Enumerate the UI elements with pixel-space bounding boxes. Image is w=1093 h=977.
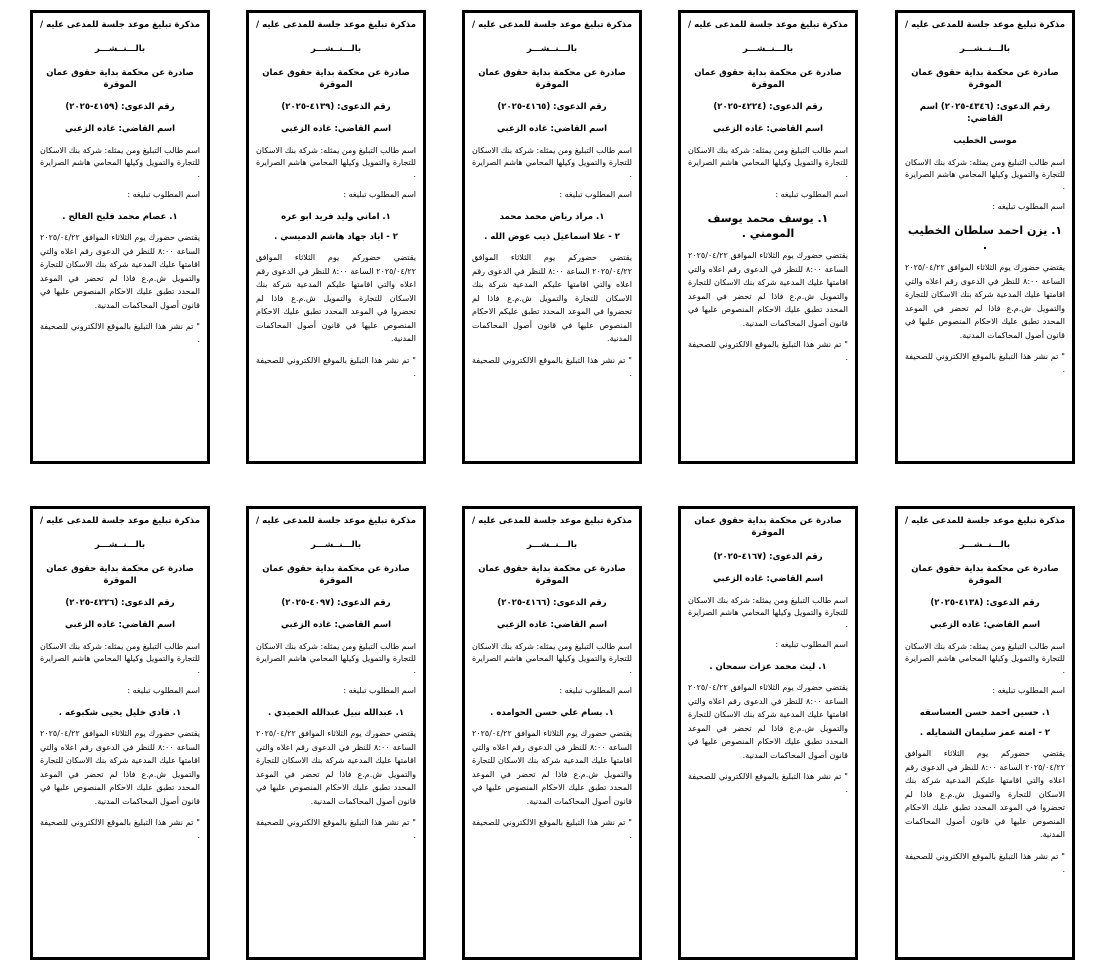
- notice-requester: اسم طالب التبليغ ومن يمثله: شركة بنك الاسكان للتجارة والتمويل وكيلها المحامي هاشم الصرايرة .: [905, 158, 1065, 191]
- notice-court: صادرة عن محكمة بداية حقوق عمان الموقرة: [46, 564, 194, 586]
- notice-footer: " تم نشر هذا التبليغ بالموقع الالكتروني للصحيفة .: [256, 818, 416, 840]
- notice-court: صادرة عن محكمة بداية حقوق عمان الموقرة: [911, 564, 1059, 586]
- notice-body: يقتضي حضورك يوم الثلاثاء الموافق ٢٠٢٥/٠٤/٢٢ الساعة ٨:٠٠ للنظر في الدعوى رقم اعلاه والتي اقامتها عليك المدعية شركة بنك الاسكان للتجارة والتمويل ش.م.ع فاذا لم تحضر في الموعد المحدد تطبق عليك الاحكام المنصوص عليها في قانون أصول المحاكمات المدنية.: [256, 729, 416, 806]
- notice-case-number: رقم الدعوى: (٤١٦٧-٢٠٢٥): [713, 552, 823, 562]
- notice-defendant-name: ١. بسام علي حسن الحوامده .: [490, 708, 614, 718]
- notice-footer: " تم نشر هذا التبليغ بالموقع الالكتروني للصحيفة .: [472, 818, 632, 840]
- notice-title: مذكرة تبليغ موعد جلسة للمدعى عليه /: [256, 20, 416, 30]
- notice-defendant-name: ٢ - امنه عمر سليمان الشمايله .: [919, 728, 1051, 738]
- notice-court: صادرة عن محكمة بداية حقوق عمان الموقرة: [46, 68, 194, 90]
- notice-requester: اسم طالب التبليغ ومن يمثله: شركة بنك الاسكان للتجارة والتمويل وكيلها المحامي هاشم الصرايرة .: [256, 146, 416, 179]
- notice-judge: موسى الخطيب: [953, 136, 1017, 146]
- notice-card: [462, 10, 642, 464]
- notice-requester: اسم طالب التبليغ ومن يمثله: شركة بنك الاسكان للتجارة والتمويل وكيلها المحامي هاشم الصرايرة .: [472, 146, 632, 179]
- notice-to-be-notified: اسم المطلوب تبليغه :: [775, 640, 848, 649]
- notice-court: صادرة عن محكمة بداية حقوق عمان الموقرة: [694, 68, 842, 90]
- notice-publish: بالـــنــشـــر: [959, 44, 1011, 54]
- notice-judge: اسم القاضي: غاده الزعبي: [929, 620, 1041, 630]
- notice-judge: اسم القاضي: غاده الزعبي: [712, 124, 824, 134]
- notice-case-number: رقم الدعوى: (٤٣٤٦-٢٠٢٥) اسم القاضي:: [919, 102, 1051, 124]
- notice-title: مذكرة تبليغ موعد جلسة للمدعى عليه /: [40, 20, 200, 30]
- notice-footer: " تم نشر هذا التبليغ بالموقع الالكتروني للصحيفة .: [905, 851, 1065, 874]
- notice-publish: بالـــنــشـــر: [310, 540, 362, 550]
- notice-defendant-name: ٢ - اياد جهاد هاشم الدميسي .: [274, 232, 398, 242]
- notice-case-number: رقم الدعوى: (٤٠٩٧-٢٠٢٥): [281, 598, 391, 608]
- notice-card: [246, 10, 426, 464]
- notice-defendant-name: ١. عصام محمد فليح الفالح .: [62, 212, 178, 222]
- notice-footer: " تم نشر هذا التبليغ بالموقع الالكتروني للصحيفة .: [905, 352, 1065, 374]
- notice-to-be-notified: اسم المطلوب تبليغه :: [559, 686, 632, 695]
- notice-title: مذكرة تبليغ موعد جلسة للمدعى عليه /: [905, 20, 1065, 30]
- notices-row-bottom: [0, 506, 1093, 970]
- notice-case-number: رقم الدعوى: (٤١٦٥-٢٠٢٥): [497, 102, 607, 112]
- notice-publish: بالـــنــشـــر: [742, 44, 794, 54]
- notice-to-be-notified: اسم المطلوب تبليغه :: [775, 190, 848, 199]
- notice-requester: اسم طالب التبليغ ومن يمثله: شركة بنك الاسكان للتجارة والتمويل وكيلها المحامي هاشم الصرايرة .: [256, 642, 416, 675]
- notice-requester: اسم طالب التبليغ ومن يمثله: شركة بنك الاسكان للتجارة والتمويل وكيلها المحامي هاشم الصرايرة .: [472, 642, 632, 675]
- notice-card: [462, 506, 642, 960]
- notice-case-number: رقم الدعوى: (٤١٥٩-٢٠٢٥): [65, 102, 175, 112]
- notice-to-be-notified: اسم المطلوب تبليغه :: [992, 686, 1065, 695]
- notice-judge: اسم القاضي: غاده الزعبي: [64, 124, 176, 134]
- notice-publish: بالـــنــشـــر: [526, 44, 578, 54]
- notice-card: [246, 506, 426, 960]
- notice-to-be-notified: اسم المطلوب تبليغه :: [127, 686, 200, 695]
- notice-requester: اسم طالب التبليغ ومن يمثله: شركة بنك الاسكان للتجارة والتمويل وكيلها المحامي هاشم الصرايرة .: [40, 642, 200, 675]
- notice-to-be-notified: اسم المطلوب تبليغه :: [343, 190, 416, 199]
- notice-title: صادرة عن محكمة بداية حقوق عمان الموقرة: [694, 516, 842, 538]
- notice-publish: بالـــنــشـــر: [310, 44, 362, 54]
- notice-judge: اسم القاضي: غاده الزعبي: [280, 620, 392, 630]
- notice-defendant-name: ١. عبدالله نبيل عبدالله الحميدي .: [267, 708, 405, 718]
- notice-footer: " تم نشر هذا التبليغ بالموقع الالكتروني للصحيفة .: [472, 355, 632, 378]
- notice-to-be-notified: اسم المطلوب تبليغه :: [343, 686, 416, 695]
- notice-defendant-name: ١. يوسف محمد يوسف المومني .: [707, 212, 829, 240]
- notice-judge: اسم القاضي: غاده الزعبي: [496, 124, 608, 134]
- notice-case-number: رقم الدعوى: (٤٢٢٦-٢٠٢٥): [65, 598, 175, 608]
- notice-requester: اسم طالب التبليغ ومن يمثله: شركة بنك الاسكان للتجارة والتمويل وكيلها المحامي هاشم الصرايرة .: [688, 596, 848, 629]
- notice-title: مذكرة تبليغ موعد جلسة للمدعى عليه /: [472, 20, 632, 30]
- notice-publish: بالـــنــشـــر: [94, 540, 146, 550]
- notice-case-number: رقم الدعوى: (٤١٦٦-٢٠٢٥): [497, 598, 607, 608]
- notice-to-be-notified: اسم المطلوب تبليغه :: [127, 190, 200, 199]
- notice-to-be-notified: اسم المطلوب تبليغه :: [992, 202, 1065, 211]
- notice-to-be-notified: اسم المطلوب تبليغه :: [559, 190, 632, 199]
- notice-judge: اسم القاضي: غاده الزعبي: [712, 574, 824, 584]
- notice-card: [678, 506, 858, 960]
- notice-footer: " تم نشر هذا التبليغ بالموقع الالكتروني للصحيفة .: [688, 772, 848, 794]
- notice-case-number: رقم الدعوى: (٤١٣٩-٢٠٢٥): [281, 102, 391, 112]
- notices-row-top: [0, 10, 1093, 474]
- notice-title: مذكرة تبليغ موعد جلسة للمدعى عليه /: [905, 516, 1065, 526]
- notice-court: صادرة عن محكمة بداية حقوق عمان الموقرة: [262, 68, 410, 90]
- notice-card: [30, 506, 210, 960]
- notice-publish: بالـــنــشـــر: [526, 540, 578, 550]
- notice-title: مذكرة تبليغ موعد جلسة للمدعى عليه /: [256, 516, 416, 526]
- notice-defendant-name: ١. فادي خليل يحيى شكبوعه .: [58, 708, 182, 718]
- notice-body: يقتضي حضوركم يوم الثلاثاء الموافق ٢٠٢٥/٠٤/٢٢ الساعة ٨:٠٠ للنظر في الدعوى رقم اعلاه والتي اقامتها عليكم المدعية شركة بنك الاسكان للتجارة والتمويل ش.م.ع فاذا لم تحضروا في الموعد المحدد تطبق عليك الاحكام المنصوص عليها في قانون أصول المحاكمات المدنية.: [256, 253, 416, 343]
- notice-case-number: رقم الدعوى: (٤١٣٨-٢٠٢٥): [930, 598, 1040, 608]
- notice-card: [895, 506, 1075, 960]
- notice-footer: " تم نشر هذا التبليغ بالموقع الالكتروني للصحيفة .: [688, 340, 848, 362]
- notice-publish: بالـــنــشـــر: [959, 540, 1011, 550]
- notice-defendant-name: ١. حسين احمد حسن العساسفه: [919, 708, 1051, 718]
- notice-card: [30, 10, 210, 464]
- notice-requester: اسم طالب التبليغ ومن يمثله: شركة بنك الاسكان للتجارة والتمويل وكيلها المحامي هاشم الصرايرة .: [688, 146, 848, 179]
- notice-court: صادرة عن محكمة بداية حقوق عمان الموقرة: [478, 564, 626, 586]
- notice-footer: " تم نشر هذا التبليغ بالموقع الالكتروني للصحيفة .: [256, 355, 416, 378]
- notice-court: صادرة عن محكمة بداية حقوق عمان الموقرة: [478, 68, 626, 90]
- notice-footer: " تم نشر هذا التبليغ بالموقع الالكتروني للصحيفة .: [40, 818, 200, 840]
- notice-body: يقتضي حضورك يوم الثلاثاء الموافق ٢٠٢٥/٠٤/٢٢ الساعة ٨:٠٠ للنظر في الدعوى رقم اعلاه والتي اقامتها عليك المدعية شركة بنك الاسكان للتجارة والتمويل ش.م.ع فاذا لم تحضر في الموعد المحدد تطبق عليك الاحكام المنصوص عليها في قانون أصول المحاكمات المدنية.: [40, 729, 200, 806]
- notice-judge: اسم القاضي: غاده الزعبي: [280, 124, 392, 134]
- notice-footer: " تم نشر هذا التبليغ بالموقع الالكتروني للصحيفة .: [40, 322, 200, 344]
- notice-judge: اسم القاضي: غاده الزعبي: [64, 620, 176, 630]
- notice-court: صادرة عن محكمة بداية حقوق عمان الموقرة: [911, 68, 1059, 90]
- notice-body: يقتضي حضورك يوم الثلاثاء الموافق ٢٠٢٥/٠٤/٢٢ الساعة ٨:٠٠ للنظر في الدعوى رقم اعلاه والتي اقامتها عليك المدعية شركة بنك الاسكان للتجارة والتمويل ش.م.ع فاذا لم تحضر في الموعد المحدد تطبق عليك الاحكام المنصوص عليها في قانون أصول المحاكمات المدنية.: [688, 683, 848, 760]
- notice-body: يقتضي حضورك يوم الثلاثاء الموافق ٢٠٢٥/٠٤/٢٢ الساعة ٨:٠٠ للنظر في الدعوى رقم اعلاه والتي اقامتها عليك المدعية شركة بنك الاسكان للتجارة والتمويل ش.م.ع فاذا لم تحضر في الموعد المحدد تطبق عليك الاحكام المنصوص عليها في قانون أصول المحاكمات المدنية.: [688, 251, 848, 328]
- notice-defendant-name: ١. يزن احمد سلطان الخطيب .: [907, 224, 1063, 252]
- notice-body: يقتضي حضوركم يوم الثلاثاء الموافق ٢٠٢٥/٠٤/٢٢ الساعة ٨:٠٠ للنظر في الدعوى رقم اعلاه والتي اقامتها عليكم المدعية شركة بنك الاسكان للتجارة والتمويل ش.م.ع فاذا لم تحضروا في الموعد المحدد تطبق عليكم الاحكام المنصوص عليها في قانون أصول المحاكمات المدنية.: [472, 253, 632, 343]
- notice-title: مذكرة تبليغ موعد جلسة للمدعى عليه /: [40, 516, 200, 526]
- notice-body: يقتضي حضورك يوم الثلاثاء الموافق ٢٠٢٥/٠٤/٢٢ الساعة ٨:٠٠ للنظر في الدعوى رقم اعلاه والتي اقامتها عليك المدعية شركة بنك الاسكان للتجارة والتمويل ش.م.ع فاذا لم تحضر في الموعد المحدد تطبق عليك الاحكام المنصوص عليها في قانون أصول المحاكمات المدنية.: [472, 729, 632, 806]
- notice-card: [895, 10, 1075, 464]
- notice-body: يقتضي حضورك يوم الثلاثاء الموافق ٢٠٢٥/٠٤/٢٢ الساعة ٨:٠٠ للنظر في الدعوى رقم اعلاه والتي اقامتها عليك المدعية شركة بنك الاسكان للتجارة والتمويل ش.م.ع فاذا لم تحضر في الموعد المحدد تطبق عليك الاحكام المنصوص عليها في قانون أصول المحاكمات المدنية.: [905, 263, 1065, 340]
- notice-requester: اسم طالب التبليغ ومن يمثله: شركة بنك الاسكان للتجارة والتمويل وكيلها المحامي هاشم الصرايرة .: [905, 642, 1065, 675]
- notice-title: مذكرة تبليغ موعد جلسة للمدعى عليه /: [472, 516, 632, 526]
- notice-judge: اسم القاضي: غاده الزعبي: [496, 620, 608, 630]
- notice-case-number: رقم الدعوى: (٤٢٢٤-٢٠٢٥): [713, 102, 823, 112]
- notice-title: مذكرة تبليغ موعد جلسة للمدعى عليه /: [688, 20, 848, 30]
- notice-card: [678, 10, 858, 464]
- notice-defendant-name: ٢ - علا اسماعيل ذيب عوض الله .: [484, 232, 620, 242]
- notice-body: يقتضي حضورك يوم الثلاثاء الموافق ٢٠٢٥/٠٤/٢٢ الساعة ٨:٠٠ للنظر في الدعوى رقم اعلاه والتي اقامتها عليك المدعية شركة بنك الاسكان للتجارة والتمويل ش.م.ع فاذا لم تحضر في الموعد المحدد تطبق عليك الاحكام المنصوص عليها في قانون أصول المحاكمات المدنية.: [40, 233, 200, 310]
- notice-court: صادرة عن محكمة بداية حقوق عمان الموقرة: [262, 564, 410, 586]
- notice-defendant-name: ١. مراد رياض محمد محمد: [499, 212, 605, 222]
- notice-publish: بالـــنــشـــر: [94, 44, 146, 54]
- notice-defendant-name: ١. ليث محمد عزات سمحان .: [709, 662, 827, 672]
- notice-requester: اسم طالب التبليغ ومن يمثله: شركة بنك الاسكان للتجارة والتمويل وكيلها المحامي هاشم الصرايرة .: [40, 146, 200, 179]
- notice-body: يقتضي حضوركم يوم الثلاثاء الموافق ٢٠٢٥/٠٤/٢٢ الساعة ٨:٠٠ للنظر في الدعوى رقم اعلاه والتي اقامتها عليكم المدعية شركة بنك الاسكان للتجارة والتمويل ش.م.ع فاذا لم تحضروا في الموعد المحدد تطبق عليك الاحكام المنصوص عليها في قانون أصول المحاكمات المدنية.: [905, 749, 1065, 839]
- notice-defendant-name: ١. اماني وليد فريد ابو عره: [281, 212, 391, 222]
